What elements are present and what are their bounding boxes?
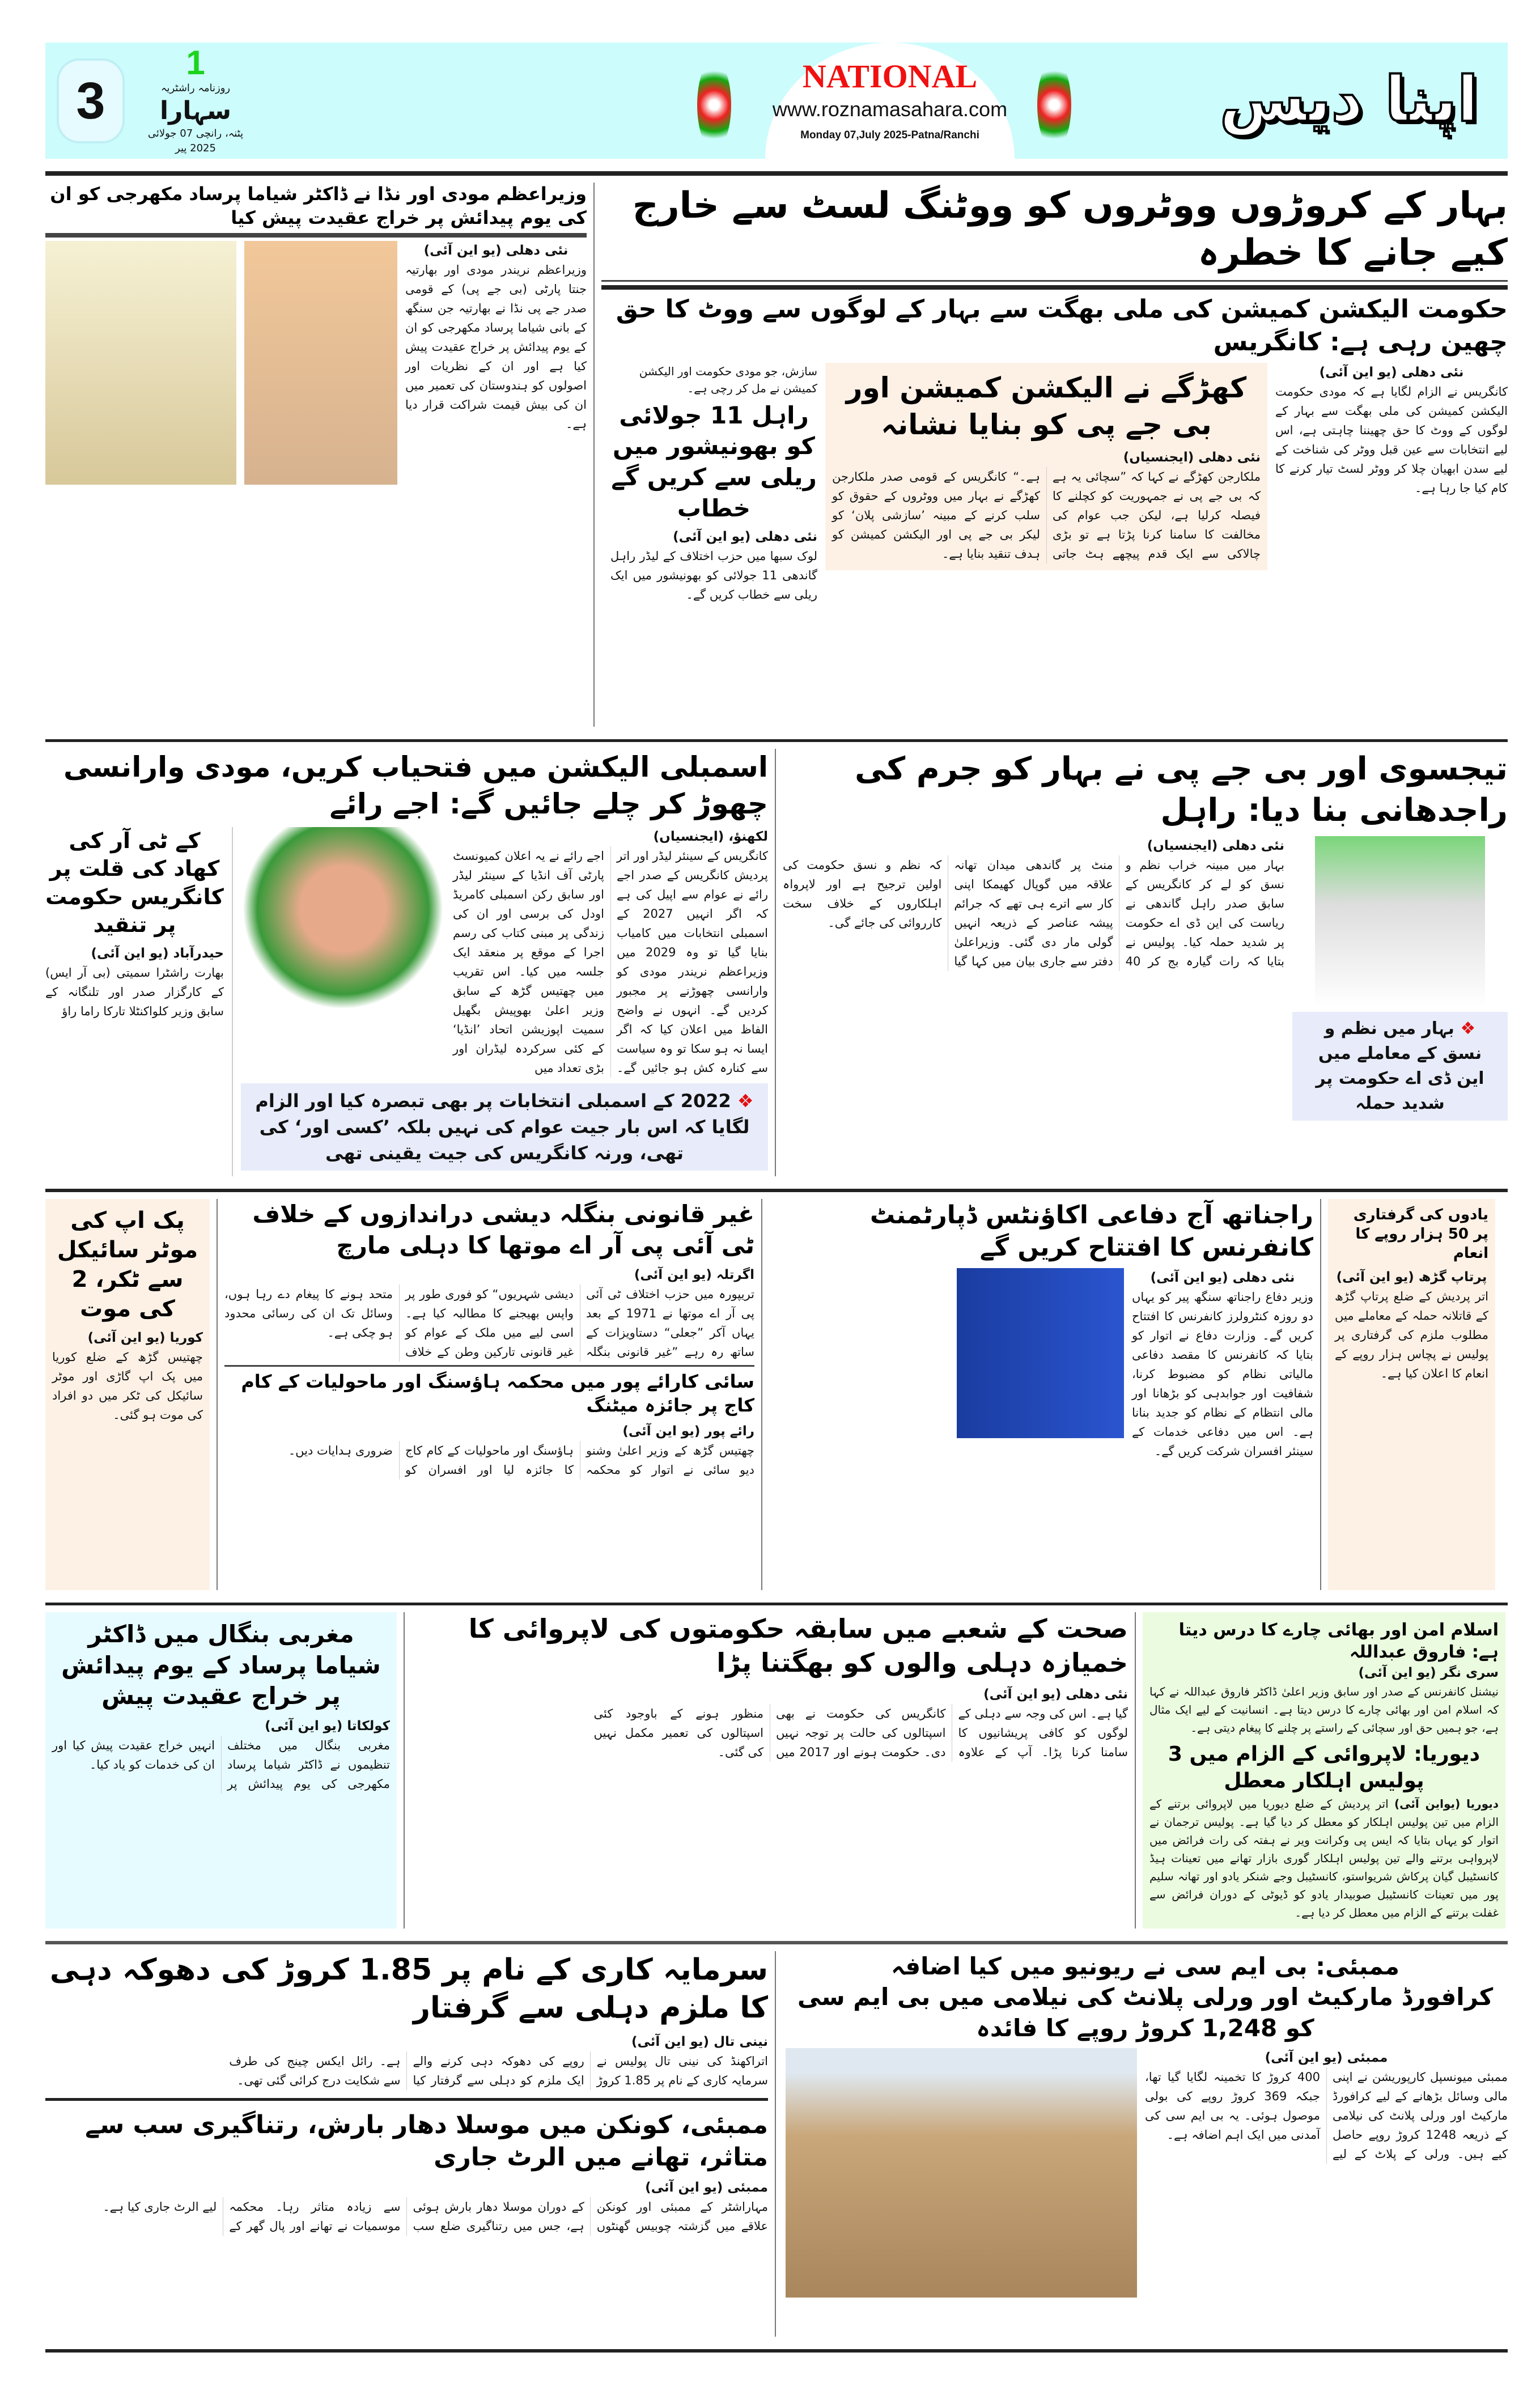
dateline: نئی دهلی (یو این آئی)	[423, 243, 569, 258]
rule	[601, 280, 1508, 282]
bangladeshi-story	[224, 1199, 754, 1590]
story-text: اتر پردیش کے ضلع پرتاپ گڑھ کے قاتلانہ حملہ کے معاملے میں مطلوب ملزم کی گرفتاری پر پولیس نے پچاس ہزار روپے کے انعام کا اعلان کیا ہے۔	[1335, 1290, 1488, 1381]
bmc-headline: کرافورڈ مارکیٹ اور ورلی پلانٹ کی نیلامی میں بی ایم سی کو 1,248 کروڑ روپے کا فائدہ	[797, 1983, 1494, 2042]
header-rule	[45, 171, 1508, 176]
story-text: مغربی بنگال میں مختلف تنظیموں نے ڈاکٹر شیاما پرساد مکھرجی کی یوم پیدائش پر انہیں خراج عقیدت پیش کیا اور ان کی خدمات کو یاد کیا۔	[52, 1738, 390, 1791]
section-fourth	[45, 1612, 1508, 1929]
dateline: دیوریا (یواین آئی)	[1394, 1796, 1499, 1811]
website-link[interactable]: www.roznamasahara.com	[772, 98, 1008, 121]
farooq-story	[1143, 1612, 1505, 1929]
dateline: نئی دهلی (ایجنسیاں)	[1123, 450, 1261, 465]
story-text: ممبئی میونسپل کارپوریشن نے اپنی مالی وسائل بڑھانے کے لیے کرافورڈ مارکیٹ اور ورلی پلانٹ کی نیلامی کے ذریعہ 1248 کروڑ روپے حاصل کیے ہیں۔ ورلی کے پلاٹ کے لیے 400 کروڑ کا تخمینہ لگایا گیا تھا، جبکہ 369 کروڑ روپے کی بولی موصول ہوئی۔ یہ بی ایم سی کی آمدنی میں ایک اہم اضافہ ہے۔	[1145, 2070, 1508, 2161]
column-divider	[217, 1199, 218, 1590]
bmc-kicker: ممبئی: بی ایم سی نے ریونیو میں کیا اضافہ	[891, 1952, 1399, 1980]
yaadon-story	[1328, 1199, 1495, 1590]
section-bottom	[45, 1951, 1508, 2337]
logo-tagline: روزنامہ راشٹریہ	[160, 82, 231, 94]
lead-story	[601, 183, 1508, 727]
column-divider	[1135, 1612, 1136, 1929]
story-text: وزیر دفاع راجناتھ سنگھ پیر کو یہاں دو روزہ کنٹرولرز کانفرنس کا افتتاح کریں گے۔ وزارت دفاع نے اتوار کو بتایا کہ کانفرنس کا مقصد دفاعی مالیاتی نظام کو مضبوط کرنا، شفافیت اور جوابدہی کو بڑھانا اور مالی انتظام کے نظام کو جدید بنانا ہے۔ اس میں دفاعی خدمات کے سینئر افسران شرکت کریں گے۔	[1132, 1290, 1313, 1459]
rule	[45, 233, 587, 238]
section-rule	[45, 1189, 1508, 1192]
story-text: تریپورہ میں حزب اختلاف ٹی آئی پی آر اے موتھا نے 1971 کے بعد یہاں آکر ”جعلی“ دستاویزات کے ساتھ رہ رہے ”غیر قانونی بنگلہ دیشی شہریوں“ کو فوری طور پر واپس بھیجنے کا مطالبہ کیا ہے۔ اسی لیے میں ملک کے عوام کو غیر قانونی تارکین وطن کے خلاف متحد ہونے کا پیغام دے رہا ہوں، وسائل تک ان کی رسائی محدود ہو چکی ہے۔	[224, 1287, 754, 1359]
rajnath-text	[1132, 1268, 1313, 1461]
dateline: رائے پور (یو این آئی)	[622, 1424, 754, 1439]
sai-headline: سائی کارائے پور میں محکمہ ہاؤسنگ اور ماحولیات کے کام کاج پر جائزہ میٹنگ	[241, 1371, 754, 1416]
story-headline: یادوں کی گرفتاری پر 50 ہزار روپے کا انعام	[1353, 1206, 1488, 1262]
column-divider	[1320, 1199, 1321, 1590]
dateline: نئی دهلی (ایجنسیاں)	[1147, 838, 1284, 853]
pull-quote-text: 2022 کے اسمبلی انتخابات پر بھی تبصرہ کیا اور الزام لگایا کہ اس بار جیت عوام کی نہیں بلکہ ’کسی اور‘ کی تھی، ورنہ کانگریس کی جیت یقینی تھی	[255, 1090, 750, 1164]
dateline: ممبئی (یو این آئی)	[1265, 2050, 1388, 2066]
diamond-bullet-icon: ❖	[1460, 1018, 1476, 1039]
story-text: وزیراعظم نریندر مودی اور بھارتیہ جنتا پارٹی (بی جے پی) کے قومی صدر جے پی نڈا نے بھارتیہ جن سنگھ کے بانی شیاما پرساد مکھرجی کو ان کے یوم پیدائش پر خراج عقیدت پیش کیا ہے اور ان کے نظریات اور اصولوں کو ہندوستان کی تعمیر میں ان کی بیش قیمت شراکت قرار دیا ہے۔	[405, 263, 587, 431]
tejashwi-media	[1292, 836, 1508, 1126]
deoria-story	[1149, 1795, 1499, 1922]
dateline: سری نگر (یو این آئی)	[1358, 1665, 1499, 1680]
diamond-bullet-icon: ❖	[737, 1090, 754, 1112]
page-number: 3	[57, 58, 125, 143]
bmc-story	[783, 1951, 1508, 2337]
assembly-main	[241, 827, 768, 1176]
sahara-logo	[139, 45, 252, 156]
section-third	[45, 1199, 1508, 1590]
story-text: بہار میں مبینہ خراب نظم و نسق کو لے کر کانگریس کے سابق صدر راہل گاندھی نے ریاست کی این ڈی اے حکومت پر شدید حملہ کیا۔ پولیس نے بتایا کہ رات گیارہ بج کر 40 منٹ پر گاندھی میدان تھانہ علاقہ میں گوپال کھیمکا اپنی کار سے اترے ہی تھے کہ جرائم پیشہ عناصر کے ذریعہ انہیں گولی مار دی گئی۔ وزیراعلیٰ دفتر سے جاری بیان میں کہا گیا کہ نظم و نسق حکومت کی اولین ترجیح ہے اور لاپرواہ اہلکاروں کے خلاف سخت کارروائی کی جائے گی۔	[783, 858, 1284, 968]
story-text: مہاراشٹر کے ممبئی اور کونکن علاقے میں گزشتہ چوبیس گھنٹوں کے دوران موسلا دھار بارش ہوئی ہے، جس میں رتناگیری ضلع سب سے زیادہ متاثر رہا۔ محکمہ موسمیات نے تھانے اور پال گھر کے لیے الرٹ جاری کیا ہے۔	[103, 2200, 768, 2233]
bmc-text	[1145, 2048, 1508, 2164]
logo-dateline: پٹنہ، رانچی 07 جولائی 2025 پیر	[147, 128, 244, 154]
column-divider	[232, 827, 233, 1176]
rajnath-singh-photo	[957, 1268, 1124, 1438]
rahul-gandhi-photo	[1315, 836, 1485, 1006]
masthead-arch	[765, 43, 1015, 159]
ajay-rai-photo	[241, 827, 445, 1008]
starburst-icon	[1037, 60, 1071, 150]
dateline: پرتاپ گڑھ (یو این آئی)	[1336, 1270, 1487, 1285]
tejashwi-text	[783, 836, 1284, 971]
dateline: نئی دهلی (یو این آئی)	[983, 1686, 1128, 1702]
modi-headline: وزیراعظم مودی اور نڈا نے ڈاکٹر شیاما پرساد مکھرجی کو ان کی یوم پیدائش پر خراج عقیدت پیش کیا	[50, 183, 587, 228]
ktr-story	[45, 827, 224, 1021]
kharge-box	[825, 363, 1267, 570]
story-headline: کے ٹی آر کی کھاد کی قلت پر کانگریس حکومت پر تنقید	[45, 828, 224, 938]
pull-quote-text: بہار میں نظم و نسق کے معاملے میں این ڈی اے حکومت پر شدید حملہ	[1316, 1018, 1484, 1113]
lead-headline: بہار کے کروڑوں ووٹروں کو ووٹنگ لسٹ سے خارج کیے جانے کا خطرہ	[632, 185, 1508, 274]
section-second	[45, 749, 1508, 1176]
story-text: ملکارجن کھڑگے نے کہا کہ ”سچائی یہ ہے کہ بی جے پی نے جمہوریت کو کچلنے کا فیصلہ کرلیا ہے، لیکن جب عوام کی مخالفت کا سامنا کرنا پڑتا ہے تو بڑی چالاکی سے ایک قدم پیچھے ہٹ جاتی ہے۔“ کانگریس کے قومی صدر ملکارجن کھڑگے نے بہار میں ووٹروں کے حقوق کو سلب کرنے کے مبینہ ’سازشی پلان‘ کو لیکر بی جے پی اور الیکشن کمیشن کو ہدف تنقید بنایا ہے۔	[832, 469, 1261, 561]
column-divider	[404, 1612, 405, 1929]
rule	[45, 2098, 768, 2101]
rule	[601, 285, 1508, 290]
story-headline: پک اپ کی موٹر سائیکل سے ٹکر، 2 کی موت	[57, 1207, 198, 1322]
footer-rule	[45, 2349, 1508, 2353]
health-story	[411, 1612, 1128, 1929]
dateline: حیدرآباد (یو این آئی)	[91, 946, 224, 961]
story-text: چھتیس گڑھ کے ضلع کوریا میں پک اپ گاڑی اور موٹر سائیکل کی ٹکر میں دو افراد کی موت ہو گئی۔	[52, 1350, 203, 1422]
box-headline: کھڑگے نے الیکشن کمیشن اور بی جے پی کو بنایا نشانہ	[846, 371, 1247, 441]
modi-story	[45, 183, 587, 727]
story-headline: مغربی بنگال میں ڈاکٹر شیاما پرساد کے یوم پیدائش پر خراج عقیدت پیش	[61, 1620, 381, 1710]
page-masthead-title: اپنا دیس	[1219, 63, 1479, 135]
bengal-story	[45, 1612, 397, 1929]
tejashwi-story	[783, 749, 1508, 1176]
crawford-market-photo	[786, 2048, 1137, 2298]
story-text: گیا ہے۔ اس کی وجہ سے دہلی کے لوگوں کو کافی پریشانیوں کا سامنا کرنا پڑا۔ آپ کے علاوہ کانگریس کی حکومت نے بھی اسپتالوں کی حالت پر توجہ نہیں دی۔ حکومت ہونے اور 2017 میں منظور ہونے کے باوجود کئی اسپتالوں کی تعمیر مکمل نہیں کی گئی۔	[593, 1706, 1128, 1759]
column-divider	[775, 749, 776, 1176]
rajnath-story	[769, 1199, 1313, 1590]
logo-numeral: 1	[186, 44, 205, 82]
lead-subheadline: حکومت الیکشن کمیشن کی ملی بھگت سے بہار کے لوگوں سے ووٹ کا حق چھین رہی ہے: کانگریس	[616, 295, 1508, 357]
section-top	[45, 183, 1508, 727]
column-divider	[775, 1951, 776, 2337]
dateline: کولکاتا (یو این آئی)	[265, 1718, 390, 1733]
dateline: نئی دهلی (یو این آئی)	[1150, 1270, 1295, 1286]
dateline: نئی دهلی (یو این آئی)	[673, 529, 817, 545]
story-headline: اسلام امن اور بھائی چارے کا درس دیتا ہے: فاروق عبداللہ	[1178, 1620, 1499, 1662]
rule	[224, 1365, 754, 1367]
bangladeshi-headline: غیر قانونی بنگلہ دیشی دراندازوں کے خلاف ٹی آئی پی آر اے موتھا کا دہلی مارچ	[252, 1200, 754, 1259]
konkan-headline: ممبئی، کونکن میں موسلا دھار بارش، رتناگیری سب سے متاثر، تھانے میں الرٹ جاری	[85, 2110, 768, 2172]
tejashwi-headline: تیجسوی اور بی جے پی نے بہار کو جرم کی راجدھانی بنا دیا: راہل	[855, 751, 1508, 829]
dateline: لکھنؤ، (ایجنسیاں)	[653, 829, 768, 844]
lead-story-body	[1275, 363, 1508, 498]
assembly-story	[45, 749, 768, 1176]
story-headline: راہل 11 جولائی کو بھونیشور میں ریلی سے کریں گے خطاب	[611, 401, 817, 522]
pickup-story	[45, 1199, 210, 1590]
masthead-band	[45, 43, 1508, 159]
deoria-headline: دیوریا: لاپروائی کے الزام میں 3 پولیس اہلکار معطل	[1168, 1743, 1480, 1792]
dateline: ممبئی (یو این آئی)	[645, 2180, 768, 2195]
starburst-icon	[697, 60, 731, 150]
story-text: بھارت راشٹرا سمیتی (بی آر ایس) کے کارگزار صدر اور تلنگانہ کے سابق وزیر کلواکنٹلا تارکا راما راؤ	[45, 965, 224, 1018]
dateline: نئی دهلی (یو این آئی)	[1319, 364, 1464, 380]
story-lead: سازش، جو مودی حکومت اور الیکشن کمیشن نے مل کر رچی ہے۔	[639, 364, 817, 395]
story-text: چھتیس گڑھ کے وزیر اعلیٰ وشنو دیو سائی نے اتوار کو محکمہ ہاؤسنگ اور ماحولیات کے کام کاج کا جائزہ لیا اور افسران کو ضروری ہدایات دیں۔	[288, 1444, 754, 1477]
story-text: لوک سبھا میں حزب اختلاف کے لیڈر راہل گاندھی 11 جولائی کو بھونیشور میں ایک ریلی سے خطاب کریں گے۔	[610, 549, 817, 602]
section-rule	[45, 1941, 1508, 1944]
pull-quote	[241, 1083, 768, 1171]
rahul-rally-story	[610, 363, 817, 604]
assembly-headline: اسمبلی الیکشن میں فتحیاب کریں، مودی وارانسی چھوڑ کر چلے جائیں گے: اجے رائے	[63, 751, 768, 820]
column-divider	[761, 1199, 762, 1590]
section-rule	[45, 1603, 1508, 1605]
story-text: کانگریس کے سینئر لیڈر اور اتر پردیش کانگریس کے صدر اجے رائے نے عوام سے اپیل کی ہے کہ اگر انہیں 2027 کے اسمبلی انتخابات میں کامیاب بنایا گیا تو وہ 2029 میں وزیراعظم نریندر مودی کو وارانسی چھوڑنے پر مجبور کردیں گے۔ انہوں نے واضح الفاظ میں اعلان کیا کہ اگر ایسا نہ ہو سکا تو وہ سیاست سے کنارہ کش ہو جائیں گے۔ اجے رائے نے یہ اعلان کمیونسٹ پارٹی آف انڈیا کے سینئر لیڈر اور سابق رکن اسمبلی کامریڈ اودل کی برسی اور ان کی زندگی پر مبنی کتاب کی رسم اجرا کے موقع پر منعقد ایک جلسہ میں کیا۔ اس تقریب میں چھتیس گڑھ کے سابق وزیر اعلیٰ بھوپیش بگھیل سمیت اپوزیشن اتحاد ’انڈیا‘ کے کئی سرکردہ لیڈران اور بڑی تعداد میں	[453, 849, 768, 1075]
story-text: نیشنل کانفرنس کے صدر اور سابق وزیر اعلیٰ ڈاکٹر فاروق عبداللہ نے کہا کہ اسلام امن اور بھائی چارے کا درس دیتا ہے۔ انسانیت کے لیے ایک مثال ہے، جو ہمیں حق اور سچائی کے راستے پر چلنے کا پیغام دیتی ہے۔	[1149, 1685, 1499, 1735]
health-headline: صحت کے شعبے میں سابقہ حکومتوں کی لاپروائی کا خمیازہ دہلی والوں کو بھگتنا پڑا	[468, 1613, 1128, 1678]
pull-quote	[1292, 1012, 1508, 1121]
rajnath-headline: راجناتھ آج دفاعی اکاؤنٹس ڈپارٹمنٹ کانفرنس کا افتتاح کریں گے	[869, 1201, 1313, 1262]
dateline: اگرتلہ (یو این آئی)	[634, 1268, 754, 1283]
section-title: NATIONAL	[802, 58, 978, 95]
column-divider	[593, 183, 595, 727]
modi-text-column	[405, 241, 587, 434]
bottom-left	[45, 1951, 768, 2337]
modi-nadda-photo	[244, 241, 397, 485]
section-rule	[45, 739, 1508, 742]
dateline: Monday 07,July 2025-Patna/Ranchi	[800, 129, 979, 141]
story-text: اتراکھنڈ کی نینی تال پولیس نے سرمایہ کاری کے نام پر 1.85 کروڑ روپے کی دھوکہ دہی کرنے والے ایک ملزم کو دہلی سے گرفتار کیا ہے۔ رائل ایکس چینج کی طرف سے شکایت درج کرائی گئی تھی۔	[229, 2054, 769, 2087]
mukherjee-photo	[45, 241, 236, 485]
logo-name: سہارا	[160, 96, 231, 125]
story-text: کانگریس نے الزام لگایا ہے کہ مودی حکومت الیکشن کمیشن کی ملی بھگت سے بہار کے لوگوں کے ووٹ کا حق چھیننا چاہتی ہے، اس لیے انتخابات سے عین قبل ووٹر کی شناخت کے لیے سدن ابھیان چلا کر ووٹر لسٹ تیار کرنے کا کام کیا جا رہا ہے۔	[1275, 384, 1508, 495]
story-text: اتر پردیش کے ضلع دیوریا میں لاپروائی برتنے کے الزام میں تین پولیس اہلکار کو معطل کر دیا گیا ہے۔ پولیس ترجمان نے اتوار کو یہاں بتایا کہ ایس پی وکرانت ویر نے ہفتہ کی رات فرائض میں لاپرواہی برتنے والے تین پولیس اہلکار گوری بازار تھانے میں تعینات ہیڈ کانسٹیبل گیان پرکاش شریواستو، کانسٹیبل وجے شنکر یادو اور تھانہ سلیم پور میں تعینات کانسٹیبل صوبیدار یادو کو ڈیوٹی کے دوران فرائض سے غفلت برتنے کے الزام میں معطل کر دیا ہے۔	[1149, 1796, 1499, 1919]
dateline: نینی تال (یو این آئی)	[631, 2034, 768, 2049]
dateline: کوریا (یو این آئی)	[87, 1330, 203, 1345]
assembly-text	[453, 827, 768, 1078]
fraud-headline: سرمایہ کاری کے نام پر 1.85 کروڑ کی دھوکہ دہی کا ملزم دہلی سے گرفتار	[49, 1952, 768, 2025]
